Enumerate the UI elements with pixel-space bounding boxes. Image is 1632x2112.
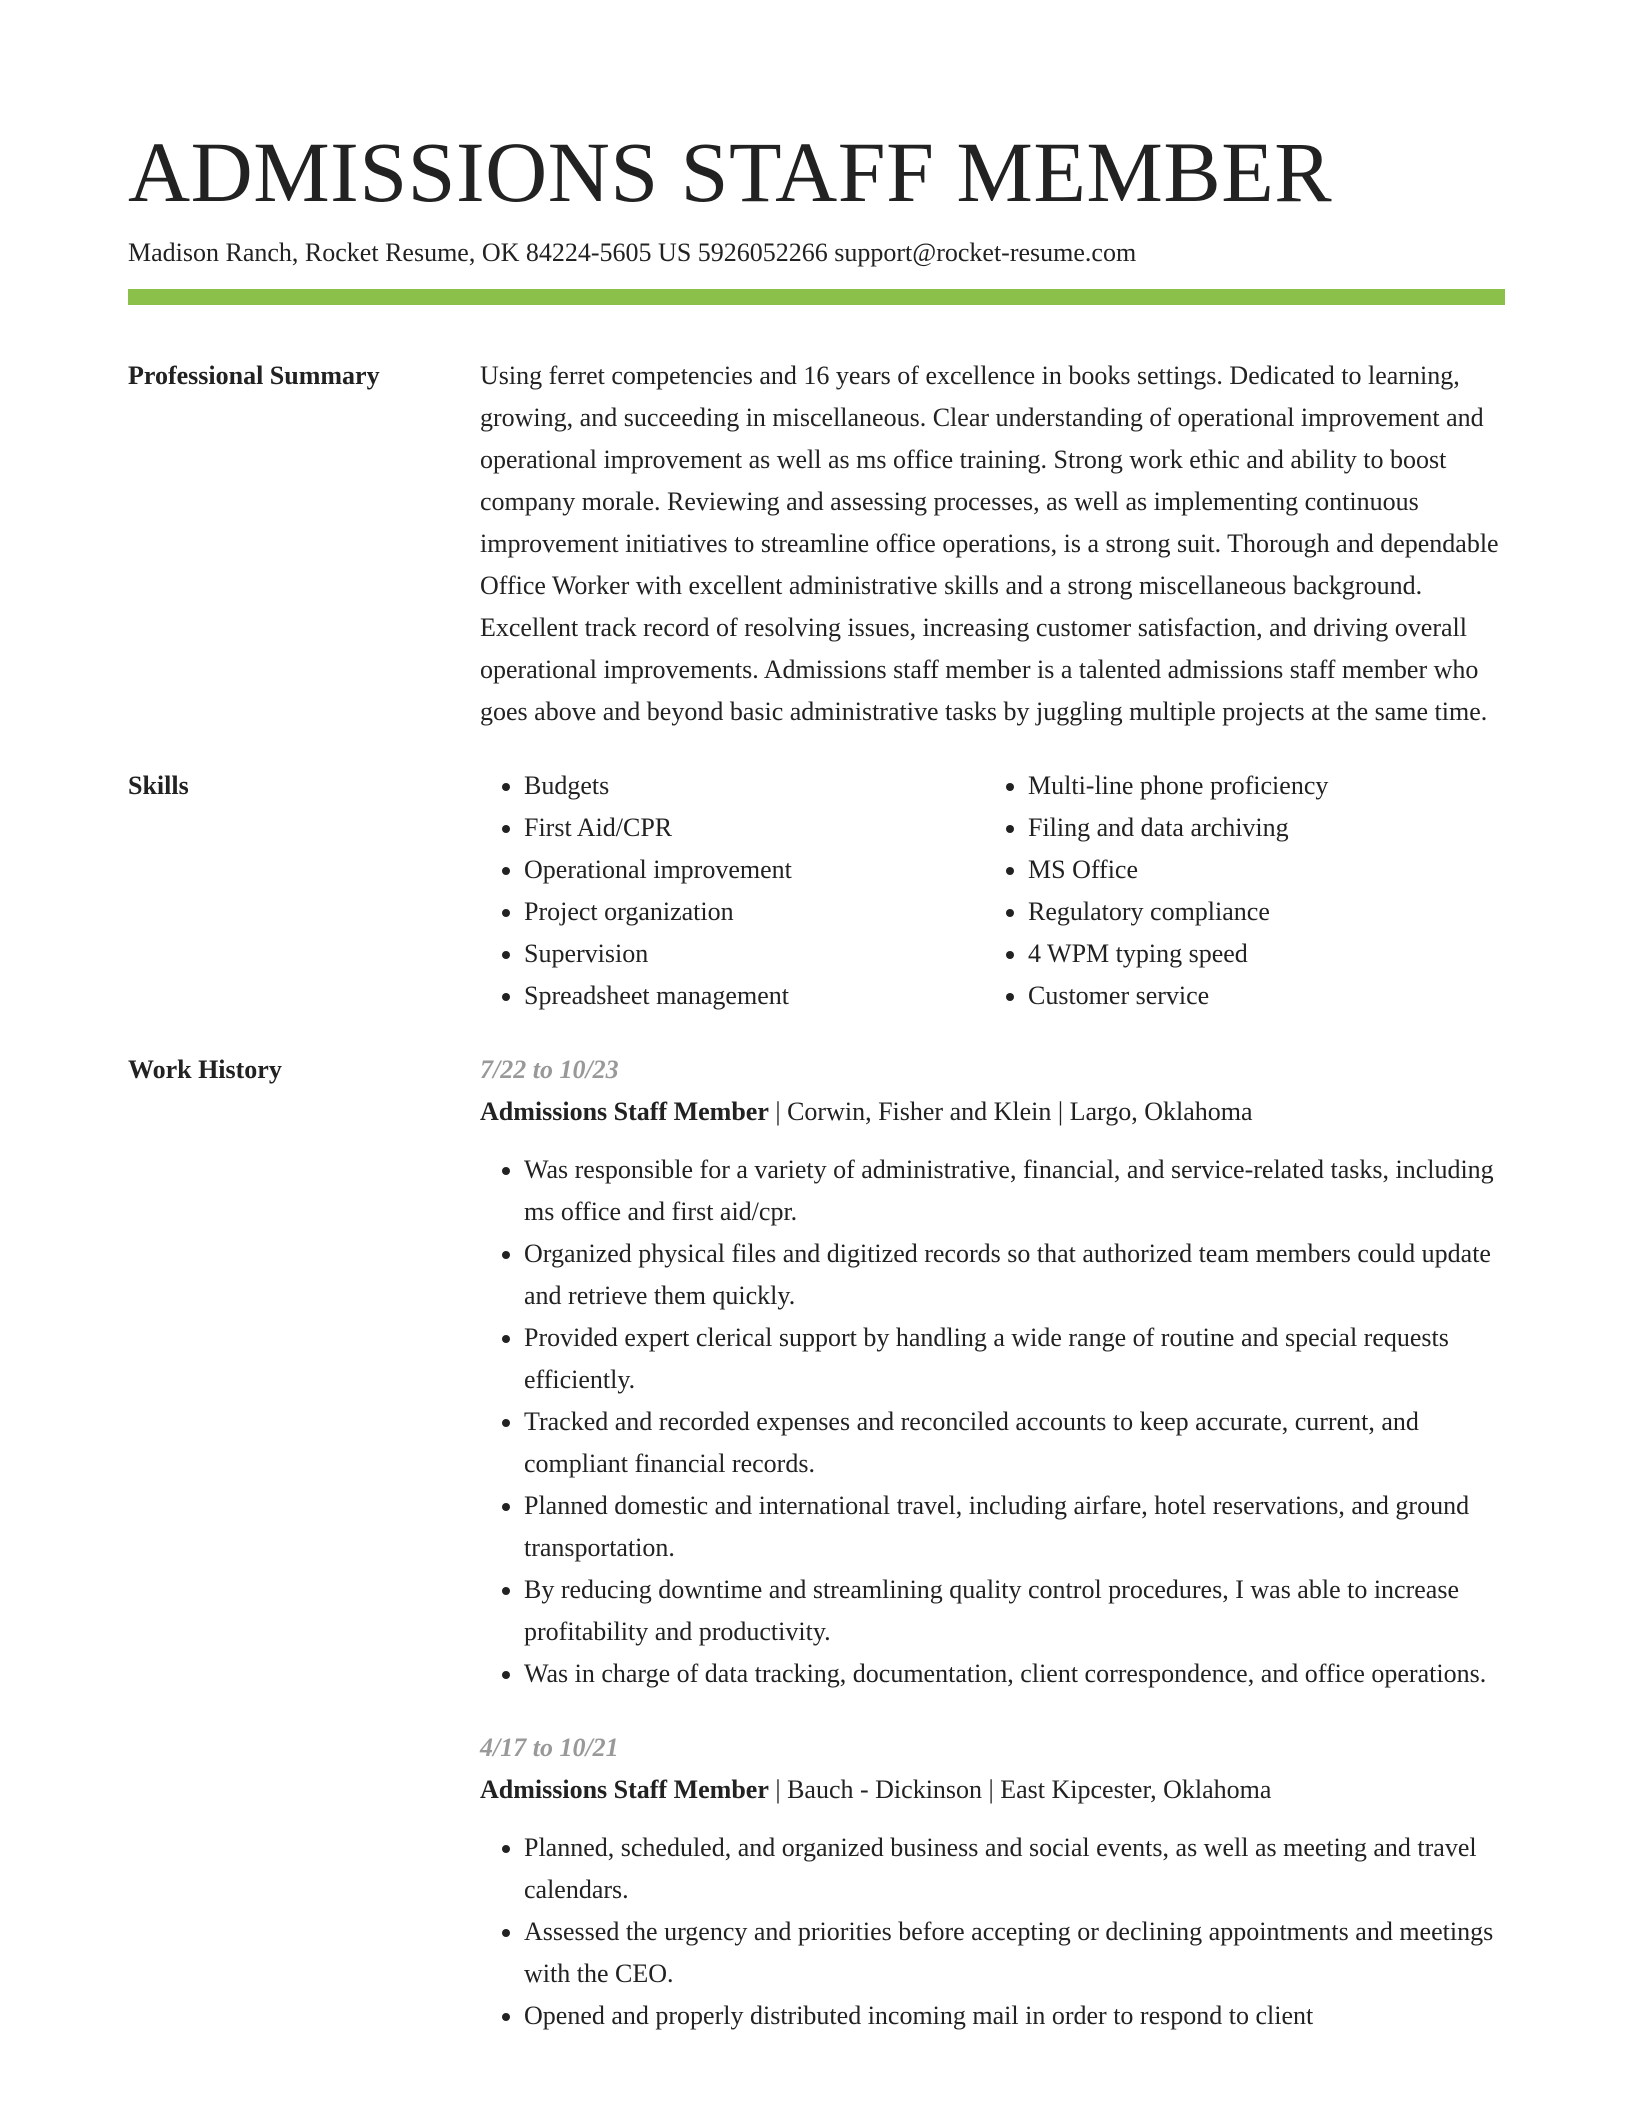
candidate-name: ADMISSIONS STAFF MEMBER bbox=[128, 124, 1333, 220]
job-bullet: • Assessed the urgency and priorities before accepting or declining appointments and meetings with the CEO. bbox=[524, 1911, 1505, 1995]
skill-item: • Regulatory compliance bbox=[1028, 891, 1488, 933]
job-entry bbox=[480, 1727, 1505, 2037]
skills-list-right bbox=[984, 765, 1488, 1017]
job-bullet: • Tracked and recorded expenses and reconciled accounts to keep accurate, current, and compliant financial records. bbox=[524, 1401, 1505, 1485]
accent-divider bbox=[128, 289, 1505, 305]
job-employer-location: | Bauch - Dickinson | East Kipcester, Oklahoma bbox=[768, 1775, 1272, 1804]
skill-item: • First Aid/CPR bbox=[524, 807, 984, 849]
summary-text: Using ferret competencies and 16 years of excellence in books settings. Dedicated to learning, growing, and succeeding in miscellaneous. Clear understanding of operational improvement and operational improvement as well as ms office training. Strong work ethic and ability to boost company morale. Reviewing and assessing processes, as well as implementing continuous improvement initiatives to streamline office operations, is a strong suit. Thorough and dependable Office Worker with excellent administrative skills and a strong miscellaneous background. Excellent track record of resolving issues, increasing customer satisfaction, and driving overall operational improvements. Admissions staff member is a talented admissions staff member who goes above and beyond basic administrative tasks by juggling multiple projects at the same time. bbox=[480, 361, 1499, 726]
work-history-section bbox=[128, 1049, 1505, 2037]
resume-page bbox=[128, 0, 1505, 2037]
job-bullet-list bbox=[480, 1827, 1505, 2037]
job-bullet: • Was responsible for a variety of administrative, financial, and service-related tasks, including ms office and first aid/cpr. bbox=[524, 1149, 1505, 1233]
job-bullet: • Provided expert clerical support by handling a wide range of routine and special requests efficiently. bbox=[524, 1317, 1505, 1401]
job-dates: 7/22 to 10/23 bbox=[480, 1055, 619, 1084]
job-employer-location: | Corwin, Fisher and Klein | Largo, Oklahoma bbox=[768, 1097, 1253, 1126]
job-bullet: • Planned domestic and international travel, including airfare, hotel reservations, and ground transportation. bbox=[524, 1485, 1505, 1569]
skill-item: • Supervision bbox=[524, 933, 984, 975]
skills-list-left bbox=[480, 765, 984, 1017]
skill-item: • Spreadsheet management bbox=[524, 975, 984, 1017]
job-title: Admissions Staff Member bbox=[480, 1775, 769, 1804]
job-bullet: • Was in charge of data tracking, documentation, client correspondence, and office operations. bbox=[524, 1653, 1505, 1695]
skills-body bbox=[480, 765, 1505, 1017]
job-heading bbox=[480, 1769, 1505, 1811]
summary-section bbox=[128, 355, 1505, 733]
job-bullet: • Opened and properly distributed incoming mail in order to respond to client bbox=[524, 1995, 1505, 2037]
skill-item: • Project organization bbox=[524, 891, 984, 933]
job-bullet: • Planned, scheduled, and organized business and social events, as well as meeting and travel calendars. bbox=[524, 1827, 1505, 1911]
skill-item: • Customer service bbox=[1028, 975, 1488, 1017]
skill-item: • 4 WPM typing speed bbox=[1028, 933, 1488, 975]
skills-heading: Skills bbox=[128, 771, 189, 800]
job-bullet-list bbox=[480, 1149, 1505, 1695]
skill-item: • Multi-line phone proficiency bbox=[1028, 765, 1488, 807]
job-entry bbox=[480, 1049, 1505, 1695]
summary-heading: Professional Summary bbox=[128, 361, 380, 390]
skill-item: • Filing and data archiving bbox=[1028, 807, 1488, 849]
skills-section bbox=[128, 765, 1505, 1017]
work-history-body bbox=[480, 1049, 1505, 2037]
skill-item: • MS Office bbox=[1028, 849, 1488, 891]
job-dates: 4/17 to 10/21 bbox=[480, 1733, 619, 1762]
work-history-heading: Work History bbox=[128, 1055, 282, 1084]
job-bullet: • By reducing downtime and streamlining quality control procedures, I was able to increase profitability and productivity. bbox=[524, 1569, 1505, 1653]
skills-columns bbox=[480, 765, 1505, 1017]
skill-item: • Operational improvement bbox=[524, 849, 984, 891]
job-bullet: • Organized physical files and digitized records so that authorized team members could update and retrieve them quickly. bbox=[524, 1233, 1505, 1317]
job-title: Admissions Staff Member bbox=[480, 1097, 769, 1126]
job-heading bbox=[480, 1091, 1505, 1133]
contact-line: Madison Ranch, Rocket Resume, OK 84224-5605 US 5926052266 support@rocket-resume.com bbox=[128, 238, 1137, 267]
skill-item: • Budgets bbox=[524, 765, 984, 807]
